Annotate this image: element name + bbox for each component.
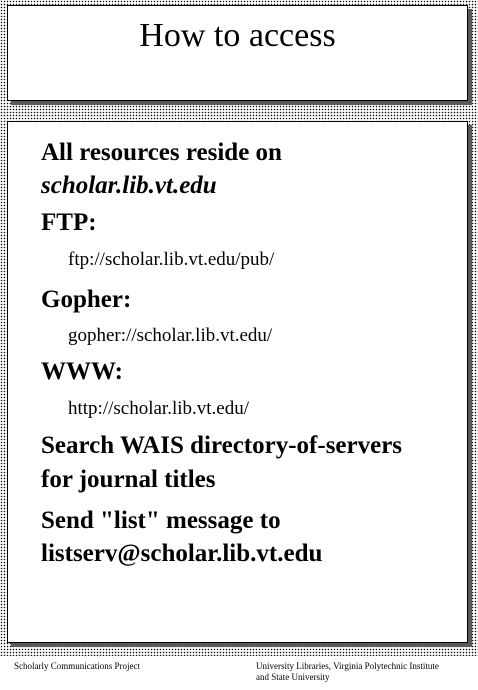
slide-title: How to access xyxy=(139,17,336,54)
wais-heading-line1: Search WAIS directory-of-servers xyxy=(41,432,403,459)
footer-project: Scholarly Communications Project xyxy=(14,661,140,671)
footer xyxy=(0,656,478,690)
footer-institution-line1: University Libraries, Virginia Polytechnic Institute xyxy=(256,661,439,671)
www-heading: WWW: xyxy=(41,358,123,385)
listserv-address: listserv@scholar.lib.vt.edu xyxy=(41,540,323,567)
resources-heading: All resources reside on xyxy=(41,139,282,166)
listserv-heading-line1: Send "list" message to xyxy=(41,507,281,534)
gopher-heading: Gopher: xyxy=(41,286,132,313)
footer-institution xyxy=(256,661,476,683)
ftp-heading: FTP: xyxy=(41,209,97,236)
content-panel xyxy=(7,121,468,643)
www-url: http://scholar.lib.vt.edu/ xyxy=(68,398,250,419)
gopher-url: gopher://scholar.lib.vt.edu/ xyxy=(68,325,273,346)
wais-heading-line2: for journal titles xyxy=(41,466,216,493)
ftp-url: ftp://scholar.lib.vt.edu/pub/ xyxy=(68,249,275,270)
title-panel xyxy=(7,5,468,101)
footer-institution-line2: and State University xyxy=(256,672,330,682)
resources-host: scholar.lib.vt.edu xyxy=(41,172,217,199)
access-list xyxy=(8,122,467,642)
